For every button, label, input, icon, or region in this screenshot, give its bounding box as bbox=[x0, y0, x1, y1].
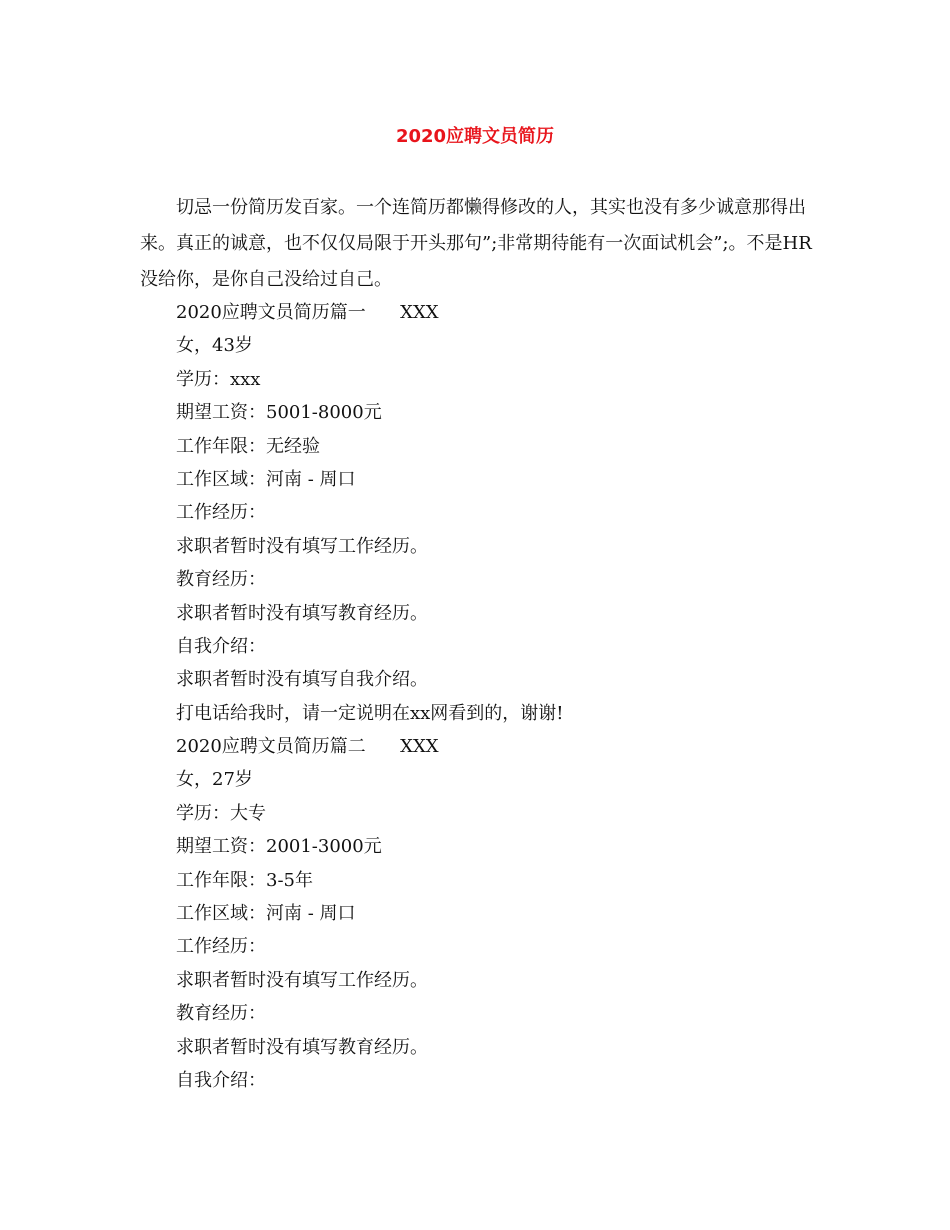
resume-line: 求职者暂时没有填写教育经历。 bbox=[176, 1036, 428, 1058]
resume-line: 学历：xxx bbox=[176, 368, 261, 390]
resume-line: 教育经历： bbox=[176, 569, 266, 591]
resume-line: 工作经历： bbox=[176, 936, 266, 958]
resume-line: 女，27岁 bbox=[176, 769, 253, 791]
resume-line: 期望工资：2001-3000元 bbox=[176, 836, 382, 858]
document-title: 2020应聘文员简历 bbox=[395, 126, 555, 147]
resume-line: 期望工资：5001-8000元 bbox=[176, 402, 382, 424]
resume-line: 工作区域：河南 - 周口 bbox=[176, 468, 356, 490]
resume-line: 求职者暂时没有填写工作经历。 bbox=[176, 535, 428, 557]
resume-line: 求职者暂时没有填写自我介绍。 bbox=[176, 669, 428, 691]
resume-line: 工作年限：3-5年 bbox=[176, 869, 313, 891]
resume-line: 求职者暂时没有填写教育经历。 bbox=[176, 602, 428, 624]
resume-line: 女，43岁 bbox=[176, 335, 253, 357]
resume-line: 教育经历： bbox=[176, 1003, 266, 1025]
resume-line: 工作区域：河南 - 周口 bbox=[176, 903, 356, 925]
resume-line: 2020应聘文员简历篇一 XXX bbox=[176, 302, 439, 323]
resume-line: 自我介绍： bbox=[176, 635, 266, 657]
intro-paragraph: 切忌一份简历发百家。一个连简历都懒得修改的人，其实也没有多少诚意那得出来。真正的诚意，也不仅仅局限于开头那句”;非常期待能有一次面试机会”;。不是HR没给你，是你自己没给过自己。 bbox=[140, 197, 812, 290]
resume-line: 工作年限：无经验 bbox=[176, 435, 320, 457]
resume-lines bbox=[176, 296, 816, 1097]
resume-line: 打电话给我时，请一定说明在xx网看到的，谢谢! bbox=[176, 702, 564, 724]
resume-line: 工作经历： bbox=[176, 502, 266, 524]
resume-line: 自我介绍： bbox=[176, 1069, 266, 1091]
resume-line: 2020应聘文员简历篇二 XXX bbox=[176, 736, 439, 758]
resume-line: 学历：大专 bbox=[176, 802, 266, 824]
resume-line: 求职者暂时没有填写工作经历。 bbox=[176, 969, 428, 991]
